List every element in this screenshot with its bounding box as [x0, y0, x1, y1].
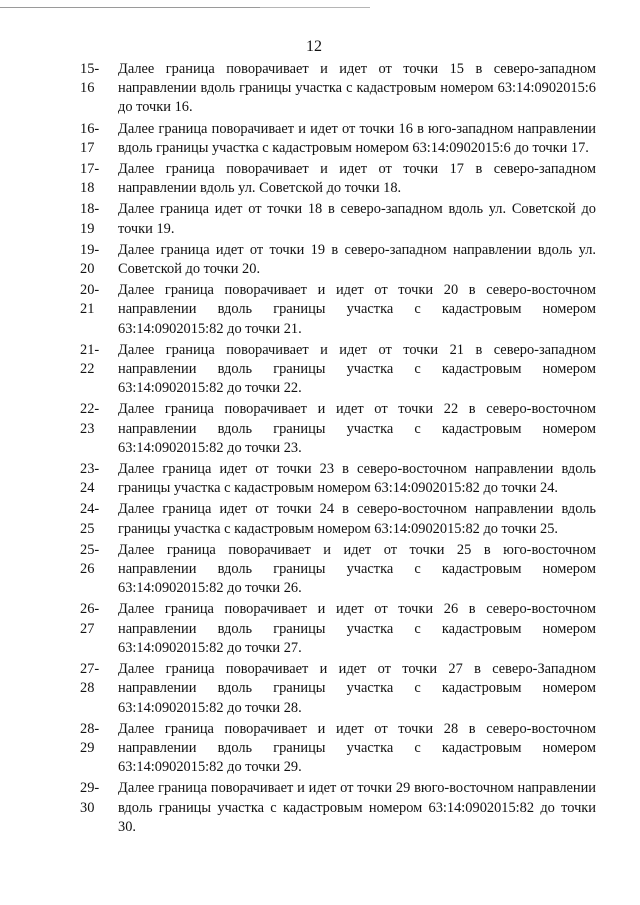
segment-description: Далее граница поворачивает и идет от точки 22 в северо-восточном направлении вдоль границы участка с кадастровым номером 63:14:0902015:82 до точки 23.: [118, 401, 596, 456]
scan-artifact-line: [0, 7, 300, 8]
segment-description: Далее граница поворачивает и идет от точки 27 в северо-Западном направлении вдоль границы участка с кадастровым номером 63:14:0902015:82 до точки 28.: [118, 661, 596, 716]
segment-end-point: 20: [80, 261, 95, 278]
segment-start-point: 26-: [80, 601, 100, 618]
segment-number: [80, 600, 118, 658]
segment-end-point: 23: [80, 420, 95, 437]
segment-number: [80, 281, 118, 339]
segment-end-point: 25: [80, 520, 95, 537]
boundary-entry: [80, 720, 596, 778]
boundary-entry: [80, 500, 596, 538]
boundary-entry: [80, 779, 596, 837]
segment-description: Далее граница поворачивает и идет от точки 21 в северо-западном направлении вдоль границы участка с кадастровым номером 63:14:0902015:82 до точки 22.: [118, 341, 596, 397]
segment-description: Далее граница поворачивает и идет от точки 26 в северо-восточном направлении вдоль границы участка с кадастровым номером 63:14:0902015:82 до точки 27.: [118, 601, 596, 656]
boundary-entry: [80, 400, 596, 458]
segment-number: [80, 120, 118, 158]
segment-number: [80, 160, 118, 198]
segment-start-point: 25-: [80, 541, 100, 558]
segment-end-point: 26: [80, 561, 95, 578]
segment-number: [80, 779, 118, 837]
segment-number: [80, 60, 118, 118]
boundary-entry: [80, 541, 596, 599]
segment-description: Далее граница идет от точки 18 в северо-западном вдоль ул. Советской до точки 19.: [118, 201, 596, 237]
segment-end-point: 30: [80, 799, 95, 816]
segment-end-point: 29: [80, 739, 95, 756]
boundary-entry: [80, 341, 596, 399]
segment-start-point: 28-: [80, 720, 100, 737]
segment-end-point: 17: [80, 139, 95, 156]
boundary-description-list: [80, 60, 596, 839]
segment-start-point: 27-: [80, 661, 100, 678]
boundary-entry: [80, 120, 596, 158]
segment-end-point: 21: [80, 301, 95, 318]
segment-number: [80, 241, 118, 279]
boundary-entry: [80, 600, 596, 658]
page-number: 12: [306, 38, 322, 55]
segment-number: [80, 460, 118, 498]
segment-number: [80, 720, 118, 778]
segment-start-point: 17-: [80, 161, 100, 178]
segment-description: Далее граница поворачивает и идет от точки 16 в юго-западном направлении вдоль границы участка с кадастровым номером 63:14:0902015:6 до точки 17.: [118, 120, 596, 156]
segment-end-point: 16: [80, 80, 95, 97]
segment-number: [80, 200, 118, 238]
segment-description: Далее граница поворачивает и идет от точки 17 в северо-западном направлении вдоль ул. Советской до точки 18.: [118, 161, 596, 197]
segment-number: [80, 500, 118, 538]
segment-start-point: 15-: [80, 61, 100, 77]
boundary-entry: [80, 281, 596, 339]
boundary-entry: [80, 660, 596, 718]
segment-start-point: 29-: [80, 780, 100, 797]
segment-number: [80, 541, 118, 599]
segment-end-point: 27: [80, 620, 95, 637]
boundary-entry: [80, 241, 596, 279]
segment-end-point: 19: [80, 220, 95, 237]
segment-end-point: 18: [80, 180, 95, 197]
scan-artifact-line-faint: [260, 7, 370, 8]
segment-start-point: 24-: [80, 501, 100, 518]
boundary-entry: [80, 160, 596, 198]
segment-description: Далее граница идет от точки 24 в северо-восточном направлении вдоль границы участка с кадастровым номером 63:14:0902015:82 до точки 25.: [118, 501, 596, 537]
segment-start-point: 16-: [80, 120, 100, 137]
segment-end-point: 24: [80, 480, 95, 497]
segment-number: [80, 341, 118, 399]
segment-start-point: 22-: [80, 401, 100, 418]
segment-start-point: 18-: [80, 201, 100, 218]
segment-start-point: 19-: [80, 241, 100, 258]
segment-end-point: 28: [80, 680, 95, 697]
segment-description: Далее граница поворачивает и идет от точки 20 в северо-восточном направлении вдоль границы участка с кадастровым номером 63:14:0902015:82 до точки 21.: [118, 282, 596, 337]
segment-start-point: 20-: [80, 282, 100, 299]
boundary-entry: [80, 60, 596, 118]
segment-description: Далее граница идет от точки 23 в северо-восточном направлении вдоль границы участка с кадастровым номером 63:14:0902015:82 до точки 24.: [118, 461, 596, 497]
segment-description: Далее граница поворачивает и идет от точки 29 вюго-восточном направлении вдоль границы участка с кадастровым номером 63:14:0902015:82 до точки 30.: [118, 780, 596, 835]
segment-start-point: 23-: [80, 461, 100, 478]
segment-description: Далее граница идет от точки 19 в северо-западном направлении вдоль ул. Советской до точки 20.: [118, 241, 596, 278]
segment-description: Далее граница поворачивает и идет от точки 28 в северо-восточном направлении вдоль границы участка с кадастровым номером 63:14:0902015:82 до точки 29.: [118, 720, 596, 776]
segment-number: [80, 660, 118, 718]
segment-number: [80, 400, 118, 458]
boundary-entry: [80, 460, 596, 498]
segment-start-point: 21-: [80, 341, 100, 358]
boundary-entry: [80, 200, 596, 238]
segment-end-point: 22: [80, 361, 95, 378]
segment-description: Далее граница поворачивает и идет от точки 25 в юго-восточном направлении вдоль границы участка с кадастровым номером 63:14:0902015:82 до точки 26.: [118, 541, 596, 597]
segment-description: Далее граница поворачивает и идет от точки 15 в северо-западном направлении вдоль границы участка с кадастровым номером 63:14:0902015:6 до точки 16.: [118, 61, 596, 116]
